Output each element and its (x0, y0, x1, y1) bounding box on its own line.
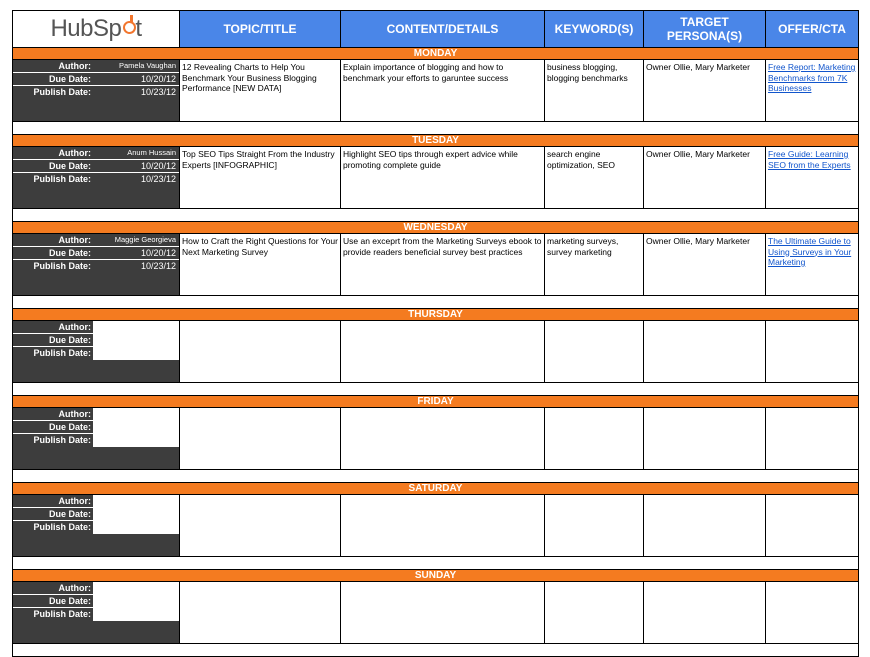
entry-row (13, 147, 859, 209)
author-line (13, 147, 179, 160)
author-line (13, 60, 179, 73)
publish-date-label: Publish Date: (33, 609, 91, 619)
content-cell[interactable] (341, 495, 545, 557)
meta-cell (13, 321, 180, 383)
spacer-row (13, 383, 859, 396)
spacer-row (13, 557, 859, 570)
meta-cell (13, 147, 180, 209)
keywords-cell[interactable]: marketing surveys, survey marketing (545, 234, 644, 296)
spacer-row (13, 644, 859, 657)
day-name: MONDAY (13, 48, 859, 60)
day-name: TUESDAY (13, 135, 859, 147)
offer-link[interactable]: Free Guide: Learning SEO from the Experts (768, 149, 851, 170)
author-line (13, 234, 179, 247)
due-date-label: Due Date: (48, 422, 91, 432)
publish-date-line (13, 608, 179, 621)
due-date-value[interactable]: 10/20/12 (93, 73, 179, 85)
entry-row (13, 495, 859, 557)
topic-cell[interactable]: How to Craft the Right Questions for Your Next Marketing Survey (180, 234, 341, 296)
spacer-cell (13, 122, 859, 135)
meta-cell (13, 234, 180, 296)
persona-cell[interactable]: Owner Ollie, Mary Marketer (644, 60, 766, 122)
publish-date-label: Publish Date: (33, 174, 91, 184)
publish-date-line (13, 86, 179, 99)
due-date-label: Due Date: (48, 248, 91, 258)
due-date-value[interactable] (93, 334, 179, 346)
due-date-line (13, 595, 179, 608)
due-date-value[interactable] (93, 595, 179, 607)
author-label: Author: (58, 61, 91, 71)
publish-date-value[interactable]: 10/23/12 (93, 86, 179, 99)
keywords-cell[interactable]: business blogging, blogging benchmarks (545, 60, 644, 122)
author-value[interactable] (93, 408, 179, 420)
header-row (13, 11, 859, 48)
author-value[interactable] (93, 495, 179, 507)
due-date-label: Due Date: (48, 74, 91, 84)
due-date-label: Due Date: (48, 335, 91, 345)
author-line (13, 408, 179, 421)
day-name: THURSDAY (13, 309, 859, 321)
due-date-line (13, 247, 179, 260)
entry-row (13, 321, 859, 383)
editorial-calendar-sheet (12, 10, 859, 657)
author-label: Author: (58, 322, 91, 332)
due-date-line (13, 508, 179, 521)
topic-cell[interactable]: 12 Revealing Charts to Help You Benchmark Your Business Blogging Performance [NEW DATA] (180, 60, 341, 122)
day-row (13, 222, 859, 234)
offer-cell[interactable] (766, 495, 859, 557)
hubspot-logo: HubSp t (50, 15, 142, 42)
day-row (13, 309, 859, 321)
persona-cell[interactable]: Owner Ollie, Mary Marketer (644, 234, 766, 296)
content-cell[interactable] (341, 582, 545, 644)
author-label: Author: (58, 235, 91, 245)
due-date-value[interactable] (93, 508, 179, 520)
day-name: SUNDAY (13, 570, 859, 582)
offer-cell[interactable] (766, 147, 859, 209)
publish-date-line (13, 347, 179, 360)
keywords-cell[interactable] (545, 495, 644, 557)
offer-link[interactable]: Free Report: Marketing Benchmarks from 7K Businesses (768, 62, 856, 93)
publish-date-label: Publish Date: (33, 435, 91, 445)
spacer-cell (13, 209, 859, 222)
topic-cell[interactable] (180, 495, 341, 557)
entry-row (13, 408, 859, 470)
entry-row (13, 582, 859, 644)
keywords-cell[interactable] (545, 408, 644, 470)
spacer-cell (13, 470, 859, 483)
author-label: Author: (58, 496, 91, 506)
day-name: WEDNESDAY (13, 222, 859, 234)
topic-cell[interactable] (180, 321, 341, 383)
offer-cell[interactable] (766, 321, 859, 383)
content-cell[interactable]: Use an exceprt from the Marketing Surveys ebook to provide readers beneficial survey best practices (341, 234, 545, 296)
due-date-line (13, 73, 179, 86)
due-date-label: Due Date: (48, 509, 91, 519)
meta-cell (13, 60, 180, 122)
spacer-cell (13, 296, 859, 309)
day-row (13, 396, 859, 408)
persona-cell[interactable] (644, 582, 766, 644)
header-persona[interactable]: TARGET PERSONA(S) (644, 11, 766, 48)
spacer-row (13, 122, 859, 135)
header-topic[interactable]: TOPIC/TITLE (180, 11, 341, 48)
spacer-row (13, 470, 859, 483)
spacer-cell (13, 644, 859, 657)
persona-cell[interactable] (644, 495, 766, 557)
content-cell[interactable] (341, 408, 545, 470)
publish-date-value[interactable] (93, 434, 179, 447)
day-row (13, 135, 859, 147)
persona-cell[interactable]: Owner Ollie, Mary Marketer (644, 147, 766, 209)
due-date-line (13, 421, 179, 434)
publish-date-value[interactable] (93, 608, 179, 621)
author-line (13, 582, 179, 595)
keywords-cell[interactable] (545, 582, 644, 644)
publish-date-label: Publish Date: (33, 261, 91, 271)
day-row (13, 483, 859, 495)
content-cell[interactable]: Highlight SEO tips through expert advice while promoting complete guide (341, 147, 545, 209)
header-content[interactable]: CONTENT/DETAILS (341, 11, 545, 48)
logo-cell (13, 11, 180, 48)
keywords-cell[interactable] (545, 321, 644, 383)
spacer-cell (13, 383, 859, 396)
author-line (13, 495, 179, 508)
persona-cell[interactable] (644, 408, 766, 470)
due-date-label: Due Date: (48, 161, 91, 171)
author-line (13, 321, 179, 334)
due-date-line (13, 334, 179, 347)
spacer-row (13, 209, 859, 222)
content-cell[interactable]: Explain importance of blogging and how to benchmark your efforts to garuntee success (341, 60, 545, 122)
author-label: Author: (58, 409, 91, 419)
header-keywords[interactable]: KEYWORD(S) (545, 11, 644, 48)
keywords-cell[interactable]: search engine optimization, SEO (545, 147, 644, 209)
publish-date-line (13, 260, 179, 273)
due-date-value[interactable] (93, 421, 179, 433)
publish-date-label: Publish Date: (33, 348, 91, 358)
publish-date-line (13, 173, 179, 186)
spacer-cell (13, 557, 859, 570)
due-date-value[interactable]: 10/20/12 (93, 247, 179, 259)
topic-cell[interactable] (180, 408, 341, 470)
offer-cell[interactable] (766, 408, 859, 470)
topic-cell[interactable] (180, 582, 341, 644)
meta-cell (13, 408, 180, 470)
publish-date-value[interactable] (93, 521, 179, 534)
meta-cell (13, 582, 180, 644)
day-name: FRIDAY (13, 396, 859, 408)
publish-date-line (13, 521, 179, 534)
author-value[interactable] (93, 582, 179, 594)
due-date-label: Due Date: (48, 596, 91, 606)
publish-date-label: Publish Date: (33, 522, 91, 532)
spacer-row (13, 296, 859, 309)
publish-date-label: Publish Date: (33, 87, 91, 97)
author-label: Author: (58, 583, 91, 593)
offer-cell[interactable] (766, 60, 859, 122)
due-date-value[interactable]: 10/20/12 (93, 160, 179, 172)
day-row (13, 570, 859, 582)
meta-cell (13, 495, 180, 557)
sprocket-icon (121, 15, 135, 43)
content-cell[interactable] (341, 321, 545, 383)
offer-cell[interactable] (766, 582, 859, 644)
day-name: SATURDAY (13, 483, 859, 495)
publish-date-value[interactable]: 10/23/12 (93, 173, 179, 186)
offer-link[interactable]: The Ultimate Guide to Using Surveys in Your Marketing (768, 236, 852, 267)
entry-row (13, 234, 859, 296)
day-row (13, 48, 859, 60)
publish-date-line (13, 434, 179, 447)
publish-date-value[interactable]: 10/23/12 (93, 260, 179, 273)
author-label: Author: (58, 148, 91, 158)
due-date-line (13, 160, 179, 173)
entry-row (13, 60, 859, 122)
author-value[interactable]: Maggie Georgieva (93, 234, 179, 246)
topic-cell[interactable]: Top SEO Tips Straight From the Industry Experts [INFOGRAPHIC] (180, 147, 341, 209)
author-value[interactable]: Pamela Vaughan (93, 60, 179, 72)
persona-cell[interactable] (644, 321, 766, 383)
header-offer[interactable]: OFFER/CTA (766, 11, 859, 48)
author-value[interactable] (93, 321, 179, 333)
author-value[interactable]: Anum Hussain (93, 147, 179, 159)
offer-cell[interactable] (766, 234, 859, 296)
publish-date-value[interactable] (93, 347, 179, 360)
